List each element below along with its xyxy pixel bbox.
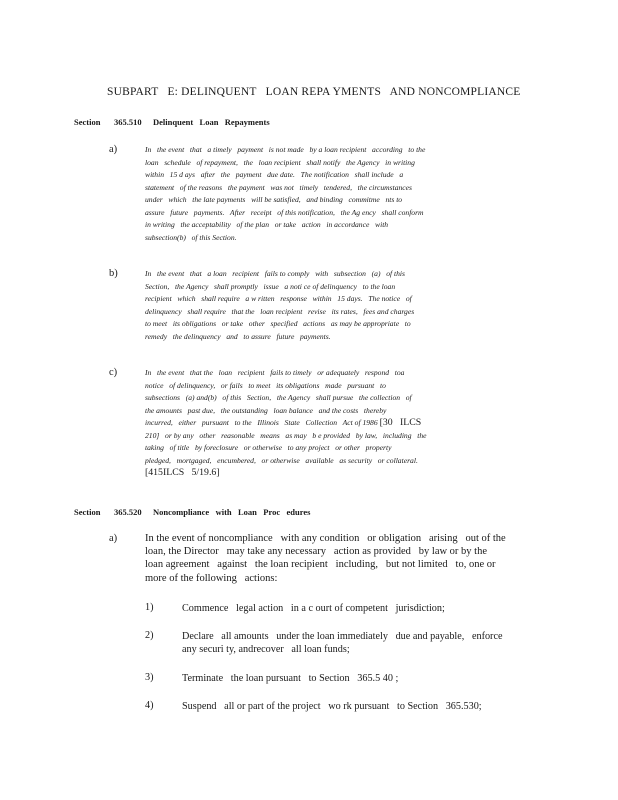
text-line: under which the late payments will be satisfied, and binding commitme nts to — [145, 195, 403, 204]
paragraph-marker-a: a) — [109, 144, 118, 155]
item-text — [182, 672, 398, 685]
item-line: Declare all amounts under the loan immediately due and payable, enforce — [182, 631, 503, 642]
text-line: In the event that a loan recipient fails to comply with subsection (a) of this — [145, 269, 405, 278]
item-number: 1) — [145, 602, 154, 613]
text-line: delinquency shall require that the loan recipient revise its rates, fees and charges — [145, 306, 415, 316]
paragraph-marker-a: a) — [109, 533, 118, 544]
list-item — [145, 700, 545, 714]
text-line: the amounts past due, the outstanding loan balance and the costs thereby — [145, 405, 387, 415]
section-caption: Delinquent Loan Repayments — [153, 117, 270, 127]
text-line: loan, the Director may take any necessary action as provided by law or by the — [145, 546, 488, 558]
page-title: SUBPART E: DELINQUENT LOAN REPA YMENTS AND NONCOMPLIANCE — [107, 86, 521, 98]
text-line: assure future payments. After receipt of this notification, the Ag ency shall conform — [145, 207, 424, 217]
text-line: pledged, mortgaged, encumbered, or otherwise available as security or collateral. — [145, 455, 418, 465]
list-item — [145, 602, 545, 616]
section-label: Section — [74, 117, 101, 127]
paragraph-b — [145, 268, 530, 343]
section-label: Section — [74, 507, 101, 517]
section-caption: Noncompliance with Loan Proc edures — [153, 507, 311, 517]
item-text — [182, 630, 503, 656]
paragraph-marker-c: c) — [109, 367, 118, 378]
section-number: 365.520 — [114, 507, 142, 517]
text-line: In the event that the loan recipient fails to timely or adequately respond toa — [145, 368, 405, 377]
text-line: In the event that a timely payment is not made by a loan recipient according to the — [145, 145, 426, 154]
item-number: 4) — [145, 700, 154, 711]
section-number: 365.510 — [114, 117, 142, 127]
text-line: statement of the reasons the payment was not timely tendered, the circumstances — [145, 182, 412, 192]
item-line: any securi ty, andrecover all loan funds; — [182, 644, 350, 655]
citation-end: [415ILCS 5/19.6] — [145, 467, 220, 478]
item-line: Terminate the loan pursuant to Section 365.5 40 ; — [182, 673, 399, 684]
text-line: notice of delinquency, or fails to meet its obligations made pursuant to — [145, 380, 386, 390]
section-heading-520 — [74, 507, 394, 517]
item-number: 2) — [145, 630, 154, 641]
text-line: to meet its obligations or take other specified actions as may be appropriate to — [145, 319, 411, 328]
text-line: loan agreement against the loan recipient including, but not limited to, one or — [145, 559, 496, 571]
paragraph-c — [145, 367, 530, 480]
list-item — [145, 630, 545, 658]
paragraph-520-a — [145, 532, 525, 585]
text-line: loan schedule of repayment, the loan recipient shall notify the Agency in writing — [145, 157, 415, 167]
text-line: within 15 d ays after the payment due date. The notification shall include a — [145, 170, 404, 179]
item-text — [182, 700, 482, 713]
paragraph-marker-b: b) — [109, 268, 118, 279]
text-line: subsections (a) and(b) of this Section, the Agency shall pursue the collection of — [145, 393, 412, 402]
text-line: recipient which shall require a w ritten response within 15 days. The notice of — [145, 294, 412, 303]
text-line: Section, the Agency shall promptly issue a noti ce of delinquency to the loan — [145, 281, 396, 291]
text-line-part: incurred, either pursuant to the Illinois State Collection Act of 1986 — [145, 418, 378, 427]
text-line: 210] or by any other reasonable means as may b e provided by law, including the — [145, 430, 427, 440]
section-heading-510 — [74, 117, 374, 127]
text-line: more of the following actions: — [145, 572, 278, 584]
text-line: taking of title by foreclosure or otherwise to any project or other property — [145, 443, 392, 452]
text-line: In the event of noncompliance with any condition or obligation arising out of the — [145, 533, 506, 544]
citation-inline: [30 ILCS — [379, 417, 422, 428]
list-item — [145, 672, 545, 686]
text-line: remedy the delinquency and to assure future payments. — [145, 331, 331, 341]
item-text — [182, 602, 445, 615]
text-line: in writing the acceptability of the plan or take action in accordance with — [145, 220, 389, 229]
text-line: subsection(b) of this Section. — [145, 232, 237, 242]
item-line: Commence legal action in a c ourt of competent jurisdiction; — [182, 603, 445, 614]
text-line — [145, 417, 530, 430]
item-line: Suspend all or part of the project wo rk pursuant to Section 365.530; — [182, 701, 482, 712]
item-number: 3) — [145, 672, 154, 683]
paragraph-a — [145, 144, 530, 244]
